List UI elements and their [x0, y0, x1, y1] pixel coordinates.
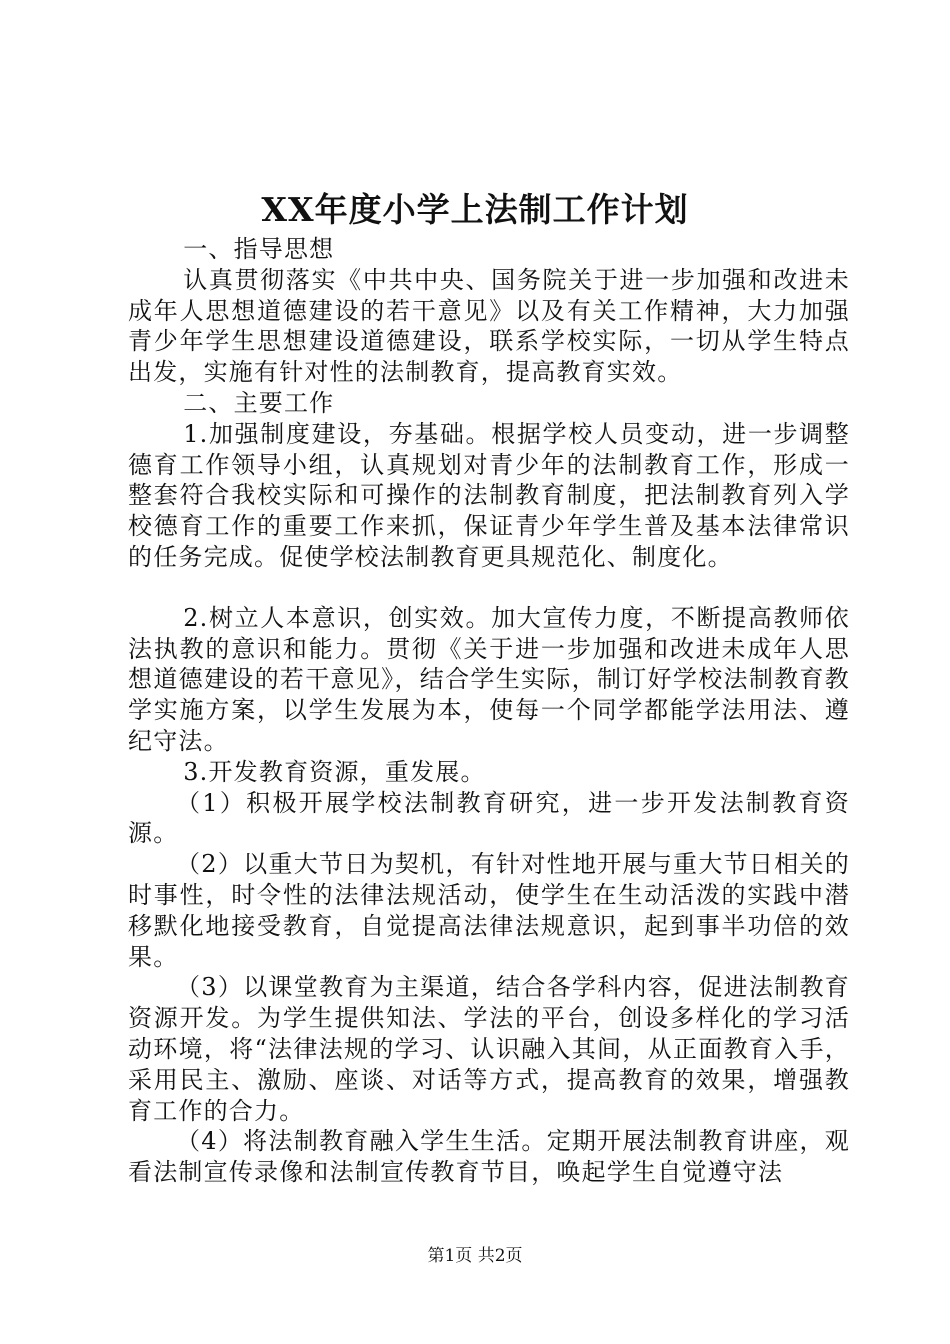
document-title: XX年度小学上法制工作计划 — [261, 190, 689, 229]
paragraph: 2.树立人本意识，创实效。加大宣传力度，不断提高教师依法执教的意识和能力。贯彻《关于进一步加强和改进未成年人思想道德建设的若干意见》，结合学生实际，制订好学校法制教育教学实施方案，以学生发展为本，使每一个同学都能学法用法、遵纪守法。 — [128, 603, 850, 755]
paragraph: 1.加强制度建设，夯基础。根据学校人员变动，进一步调整德育工作领导小组，认真规划对青少年的法制教育工作，形成一整套符合我校实际和可操作的法制教育制度，把法制教育列入学校德育工作的重要工作来抓，保证青少年学生普及基本法律常识的任务完成。促使学校法制教育更具规范化、制度化。 — [128, 419, 850, 571]
paragraph: 认真贯彻落实《中共中央、国务院关于进一步加强和改进未成年人思想道德建设的若干意见》以及有关工作精神，大力加强青少年学生思想建设道德建设，联系学校实际，一切从学生特点出发，实施有针对性的法制教育，提高教育实效。 — [128, 265, 850, 387]
paragraph-gap — [128, 573, 850, 603]
list-item: （3）以课堂教育为主渠道，结合各学科内容，促进法制教育资源开发。为学生提供知法、学法的平台，创设多样化的学习活动环境，将“法律法规的学习、认识融入其间，从正面教育入手，采用民主、激励、座谈、对话等方式，提高教育的效果，增强教育工作的合力。 — [128, 973, 850, 1125]
document-body — [128, 234, 850, 1188]
list-item: （2）以重大节日为契机，有针对性地开展与重大节日相关的时事性，时令性的法律法规活动，使学生在生动活泼的实践中潜移默化地接受教育，自觉提高法律法规意识，起到事半功倍的效果。 — [128, 850, 850, 971]
paragraph: 3.开发教育资源，重发展。 — [183, 757, 486, 786]
section-heading: 一、指导思想 — [183, 235, 335, 263]
section-heading: 二、主要工作 — [183, 388, 335, 417]
page-footer: 第1页 共2页 — [427, 1246, 523, 1266]
list-item: （1）积极开展学校法制教育研究，进一步开发法制教育资源。 — [128, 788, 850, 848]
list-item: （4）将法制教育融入学生生活。定期开展法制教育讲座，观看法制宣传录像和法制宣传教育节目，唤起学生自觉遵守法 — [128, 1127, 850, 1187]
